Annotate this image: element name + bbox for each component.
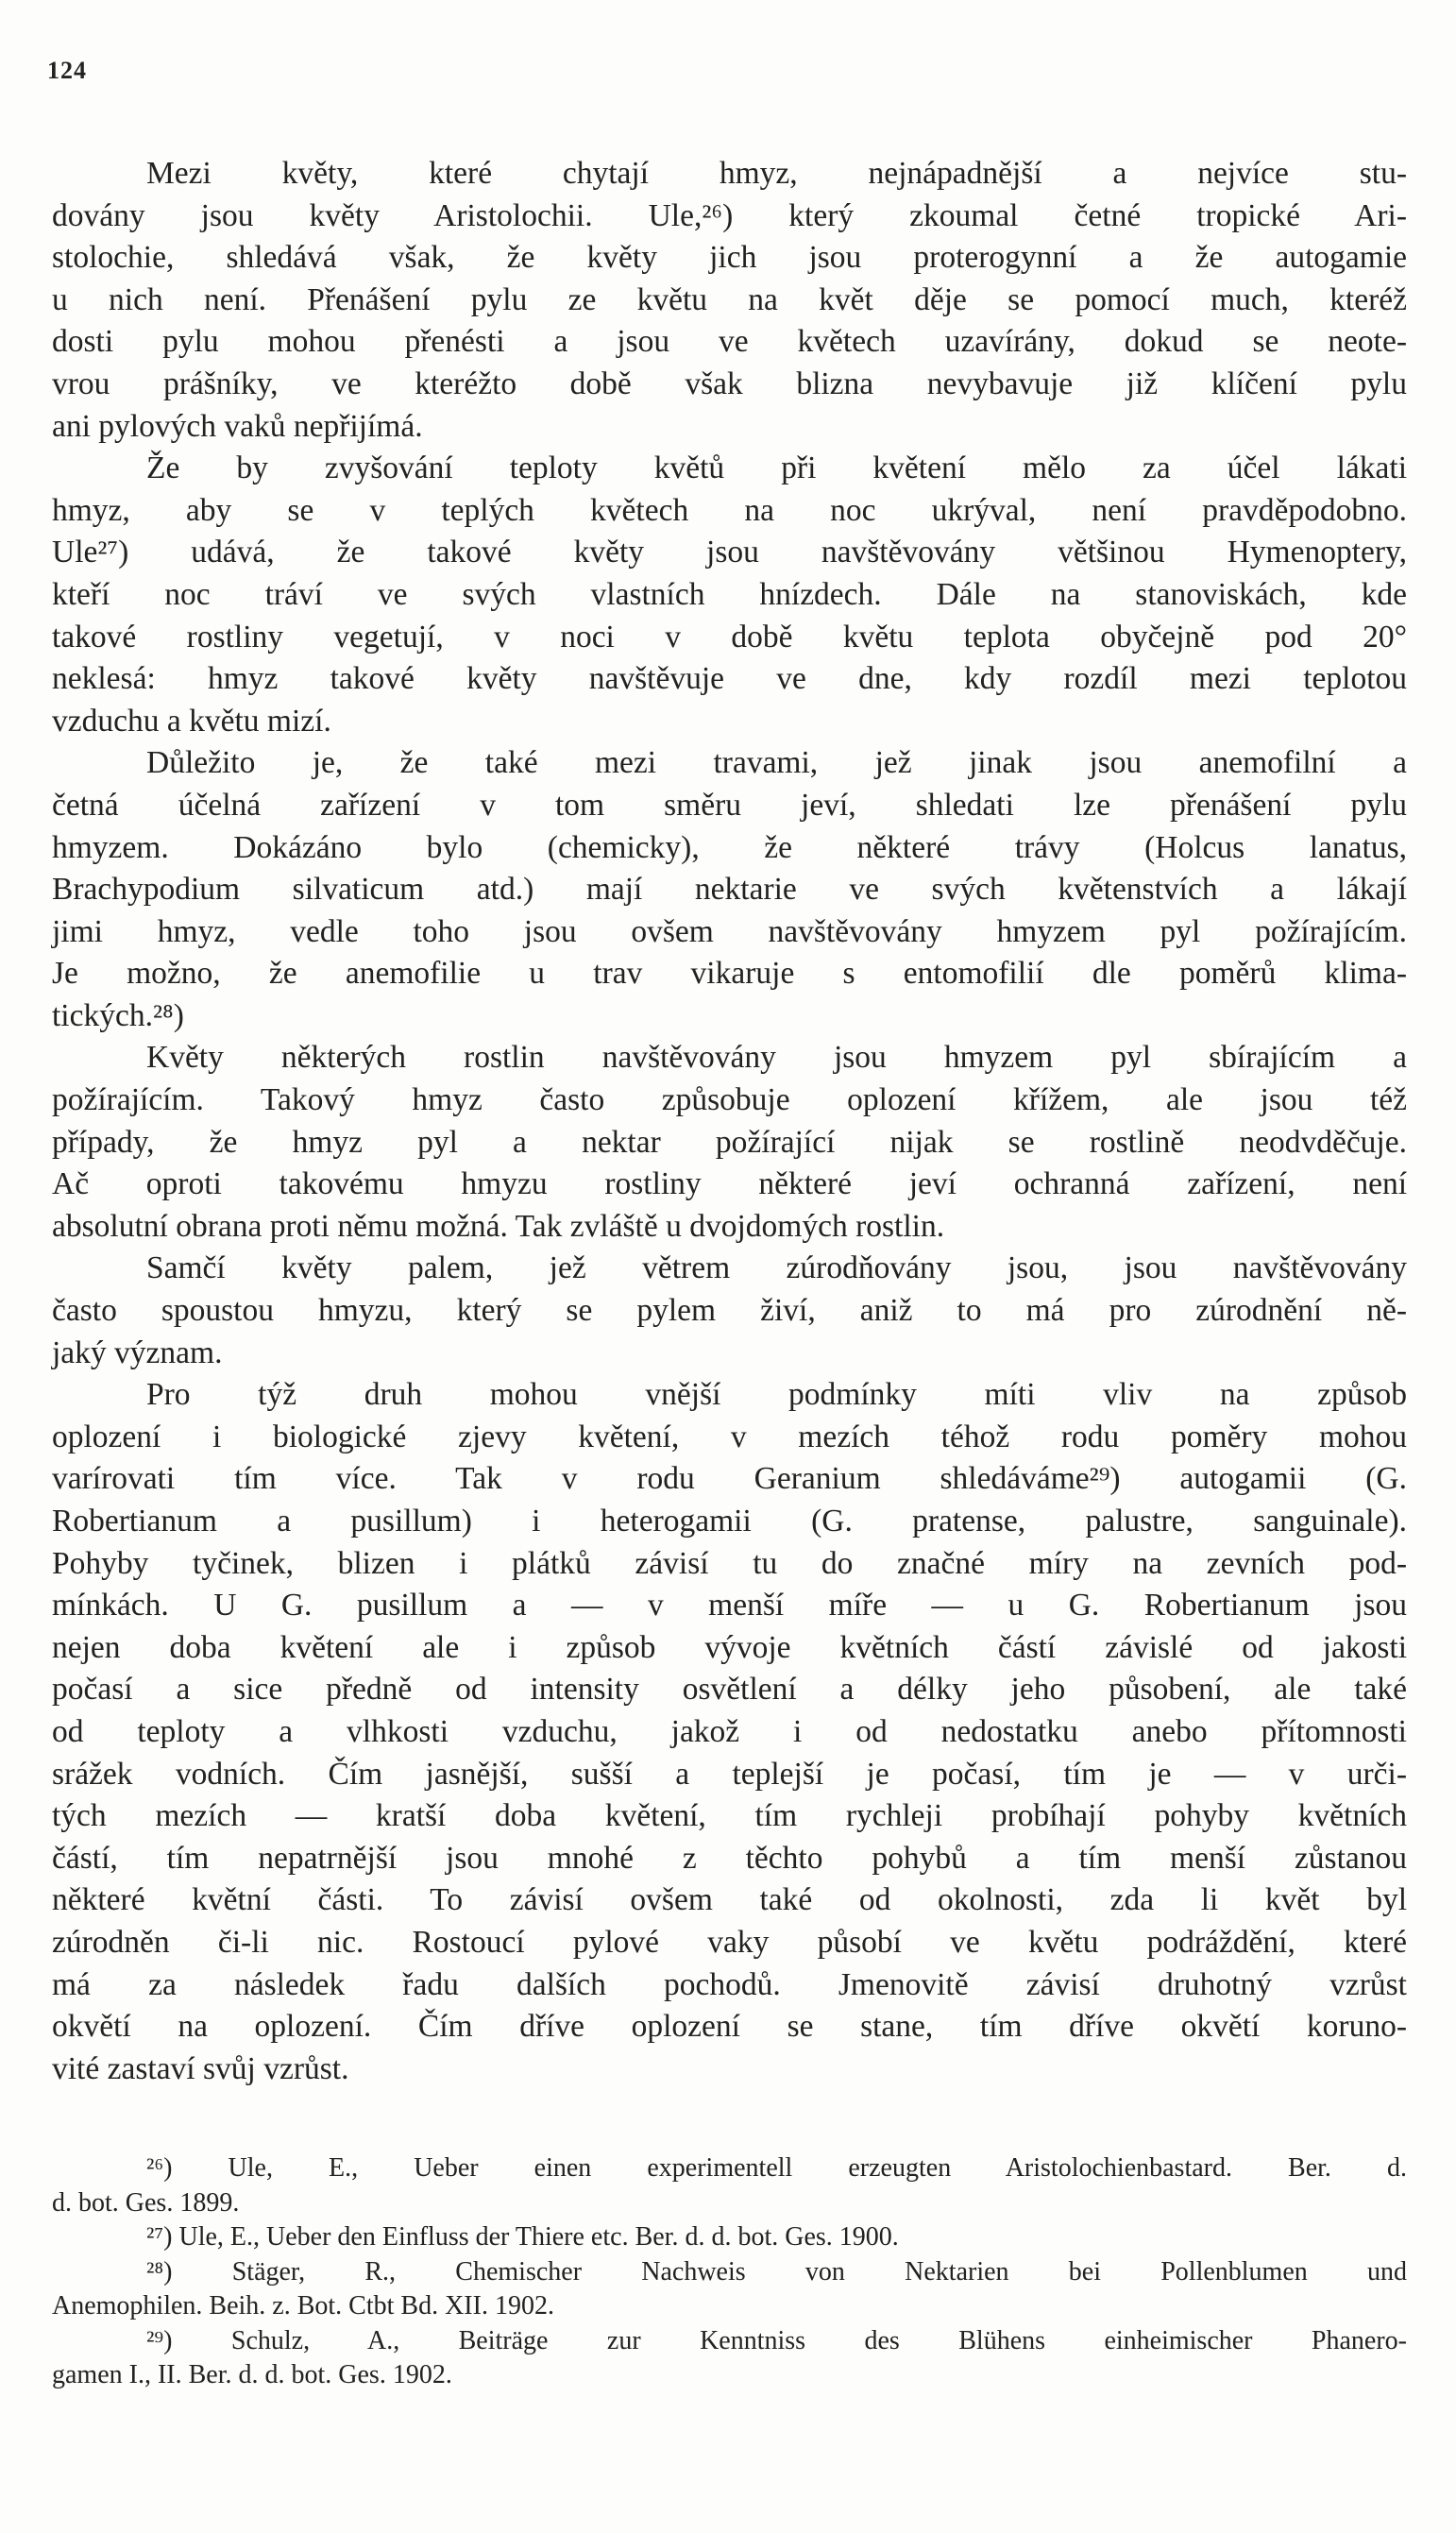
text-line: četná účelná zařízení v tom směru jeví, shledati lze přenášení pylu [52, 787, 1407, 823]
text-line: neklesá: hmyz takové květy navštěvuje ve dne, kdy rozdíl mezi teplotou [52, 661, 1407, 697]
footnote-29: ²⁹) Schulz, A., Beiträge zur Kenntniss des Blühens einheimischer Phanero- [146, 2325, 1407, 2355]
text-line: jaký význam. [52, 1334, 223, 1370]
text-line: hmyz, aby se v teplých květech na noc ukrýval, není pravděpodobno. [52, 492, 1407, 528]
text-line: zúrodněn či-li nic. Rostoucí pylové vaky působí ve květu podráždění, které [52, 1924, 1407, 1960]
text-line: Robertianum a pusillum) i heterogamii (G. pratense, palustre, sanguinale). [52, 1504, 1407, 1538]
text-line: Ač oproti takovému hmyzu rostliny některé jeví ochranná zařízení, není [52, 1166, 1407, 1202]
text-line: u nich není. Přenášení pylu ze květu na květ děje se pomocí much, kteréž [52, 281, 1407, 317]
text-line: Pohyby tyčinek, blizen i plátků závisí tu do značné míry na zevních pod- [52, 1545, 1407, 1581]
text-line: často spoustou hmyzu, který se pylem živí, aniž to má pro zúrodnění ně- [52, 1293, 1407, 1329]
text-line: takové rostliny vegetují, v noci v době květu teplota obyčejně pod 20° [52, 619, 1407, 654]
footnote-29-cont: gamen I., II. Ber. d. d. bot. Ges. 1902. [52, 2360, 452, 2389]
text-line: jimi hmyz, vedle toho jsou ovšem navštěvovány hmyzem pyl požírajícím. [52, 913, 1407, 949]
text-line: oplození i biologické zjevy květení, v mezích téhož rodu poměry mohou [52, 1419, 1407, 1454]
text-line: absolutní obrana proti němu možná. Tak zvláště u dvojdomých rostlin. [52, 1208, 945, 1244]
text-line: nejen doba květení ale i způsob vývoje květních částí závislé od jakosti [52, 1629, 1407, 1665]
footnotes [52, 2151, 1407, 2393]
text-line: ani pylových vaků nepřijímá. [52, 408, 423, 444]
text-line: má za následek řadu dalších pochodů. Jmenovitě závisí druhotný vzrůst [52, 1966, 1407, 2002]
page-number: 124 [47, 57, 87, 84]
text-line: Samčí květy palem, jež větrem zúrodňovány jsou, jsou navštěvovány [146, 1250, 1407, 1286]
text-line: Brachypodium silvaticum atd.) mají nektarie ve svých květenstvích a lákají [52, 872, 1407, 908]
footnote-28: ²⁸) Stäger, R., Chemischer Nachweis von Nektarien bei Pollenblumen und [146, 2256, 1407, 2286]
text-line: hmyzem. Dokázáno bylo (chemicky), že některé trávy (Holcus lanatus, [52, 829, 1407, 865]
text-line: tých mezích — kratší doba květení, tím rychleji probíhají pohyby květních [52, 1798, 1407, 1834]
footnote-28-cont: Anemophilen. Beih. z. Bot. Ctbt Bd. XII. 1902. [52, 2291, 554, 2320]
text-line: kteří noc tráví ve svých vlastních hnízdech. Dále na stanoviskách, kde [52, 576, 1407, 612]
text-line: srážek vodních. Čím jasnější, sušší a teplejší je počasí, tím je — v urči- [52, 1756, 1407, 1792]
text-line: dovány jsou květy Aristolochii. Ule,²⁶) který zkoumal četné tropické Ari- [52, 197, 1407, 233]
body-text [52, 153, 1407, 2090]
text-line: vité zastaví svůj vzrůst. [52, 2050, 349, 2086]
text-line: tických.²⁸) [52, 997, 184, 1033]
text-line: Ule²⁷) udává, že takové květy jsou navštěvovány většinou Hymenoptery, [52, 535, 1407, 570]
text-line: okvětí na oplození. Čím dříve oplození se stane, tím dříve okvětí koruno- [52, 2009, 1407, 2045]
text-line: Pro týž druh mohou vnější podmínky míti vliv na způsob [146, 1377, 1407, 1413]
text-line: dosti pylu mohou přenésti a jsou ve květech uzavírány, dokud se neote- [52, 324, 1407, 360]
text-line: požírajícím. Takový hmyz často způsobuje oplození křížem, ale jsou též [52, 1082, 1407, 1118]
text-line: stolochie, shledává však, že květy jich jsou proterogynní a že autogamie [52, 240, 1407, 276]
text-line: některé květní části. To závisí ovšem také od okolnosti, zda li květ byl [52, 1882, 1407, 1918]
text-line: vrou prášníky, ve kteréžto době však blizna nevybavuje již klíčení pylu [52, 366, 1407, 401]
text-line: Že by zvyšování teploty květů při květení mělo za účel lákati [146, 450, 1407, 486]
text-line: mínkách. U G. pusillum a — v menší míře — u G. Robertianum jsou [52, 1588, 1407, 1624]
text-line: případy, že hmyz pyl a nektar požírající nijak se rostlině neodvděčuje. [52, 1124, 1407, 1160]
text-line: částí, tím nepatrnější jsou mnohé z těchto pohybů a tím menší zůstanou [52, 1840, 1407, 1876]
footnote-27: ²⁷) Ule, E., Ueber den Einfluss der Thiere etc. Ber. d. d. bot. Ges. 1900. [146, 2222, 899, 2252]
text-line: Květy některých rostlin navštěvovány jsou hmyzem pyl sbírajícím a [146, 1040, 1407, 1076]
text-line: varírovati tím více. Tak v rodu Geranium shledáváme²⁹) autogamii (G. [52, 1461, 1407, 1497]
text-line: Mezi květy, které chytají hmyz, nejnápadnější a nejvíce stu- [146, 156, 1407, 191]
text-line: Důležito je, že také mezi travami, jež jinak jsou anemofilní a [146, 745, 1407, 781]
text-line: počasí a sice předně od intensity osvětlení a délky jeho působení, ale také [52, 1672, 1407, 1708]
text-line: od teploty a vlhkosti vzduchu, jakož i od nedostatku anebo přítomnosti [52, 1713, 1407, 1749]
footnote-26-cont: d. bot. Ges. 1899. [52, 2187, 240, 2218]
footnote-26: ²⁶) Ule, E., Ueber einen experimentell erzeugten Aristolochienbastard. Ber. d. [146, 2153, 1407, 2183]
text-line: vzduchu a květu mizí. [52, 703, 331, 739]
text-line: Je možno, že anemofilie u trav vikaruje s entomofilií dle poměrů klima- [52, 956, 1407, 992]
